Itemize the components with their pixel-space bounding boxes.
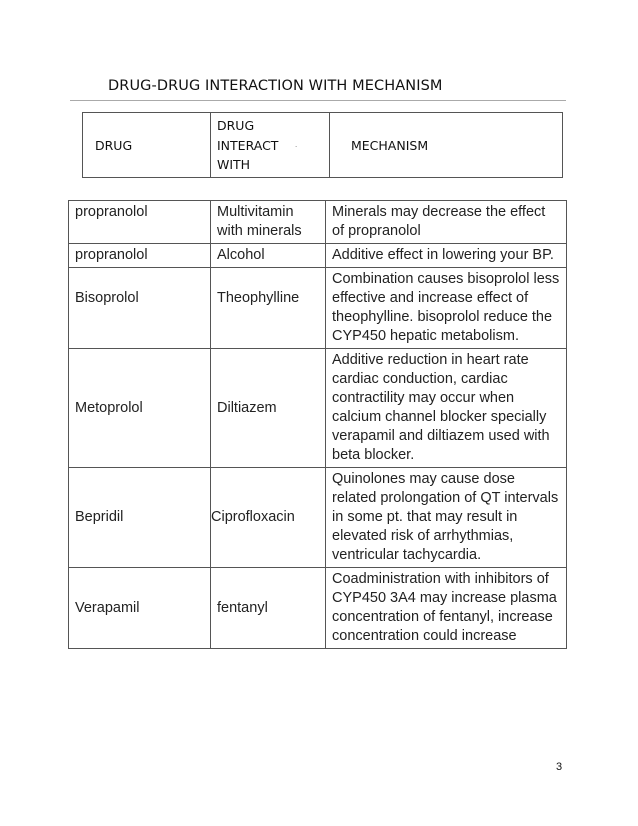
interact-cell: Theophylline [211, 268, 326, 349]
drug-cell: propranolol [69, 201, 211, 244]
drug-cell: Metoprolol [69, 349, 211, 468]
page-number: 3 [556, 761, 563, 773]
table-row [69, 349, 567, 468]
header-interact-cell [211, 113, 330, 177]
table-row [69, 468, 567, 568]
header-mark: . [295, 141, 298, 149]
interact-cell: Diltiazem [211, 349, 326, 468]
table-row [69, 244, 567, 268]
table-row [69, 268, 567, 349]
interaction-table [68, 200, 567, 649]
mechanism-cell: Coadministration with inhibitors of CYP450 3A4 may increase plasma concentration of fentanyl, increase concentration could increase [326, 568, 567, 649]
mechanism-cell: Additive reduction in heart rate cardiac conduction, cardiac contractility may occur when calcium channel blocker specially verapamil and diltiazem used with beta blocker. [326, 349, 567, 468]
mechanism-cell: Combination causes bisoprolol less effective and increase effect of theophylline. bisoprolol reduce the CYP450 hepatic metabolism. [326, 268, 567, 349]
drug-cell: propranolol [69, 244, 211, 268]
header-drug-cell [83, 113, 211, 177]
header-interact: DRUG INTERACT WITH [217, 118, 279, 172]
header-drug: DRUG [95, 138, 133, 153]
interact-cell: fentanyl [211, 568, 326, 649]
header-table [82, 112, 563, 178]
table-row [69, 201, 567, 244]
interact-cell: Ciprofloxacin [211, 468, 326, 568]
interact-cell: Alcohol [211, 244, 326, 268]
drug-cell: Bepridil [69, 468, 211, 568]
mechanism-cell: Minerals may decrease the effect of propranolol [326, 201, 567, 244]
title-rule [70, 100, 566, 101]
page-title: DRUG-DRUG INTERACTION WITH MECHANISM [108, 78, 443, 94]
drug-cell: Verapamil [69, 568, 211, 649]
mechanism-cell: Additive effect in lowering your BP. [326, 244, 567, 268]
mechanism-cell: Quinolones may cause dose related prolongation of QT intervals in some pt. that may result in elevated risk of arrhythmias, ventricular tachycardia. [326, 468, 567, 568]
drug-cell: Bisoprolol [69, 268, 211, 349]
interact-cell: Multivitamin with minerals [211, 201, 326, 244]
header-mechanism: MECHANISM [351, 138, 429, 153]
table-row [69, 568, 567, 649]
